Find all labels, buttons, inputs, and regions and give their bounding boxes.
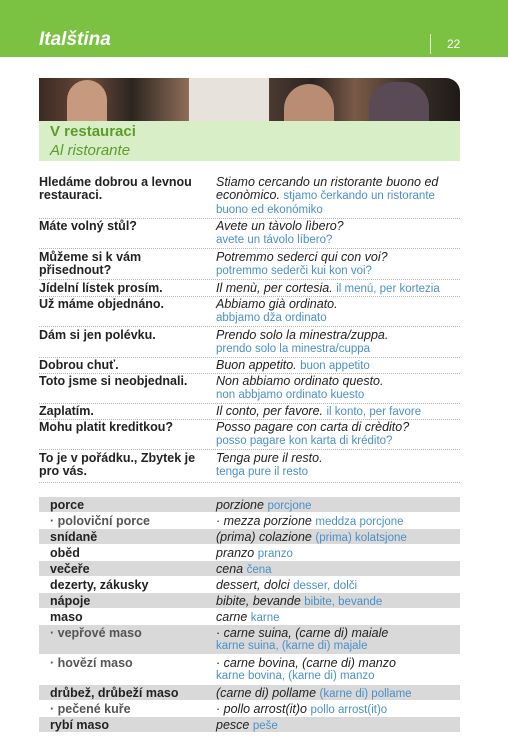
vocab-row bbox=[39, 701, 460, 716]
phrase-cz: Dám si jen polévku. bbox=[39, 328, 156, 342]
phrase-it: Posso pagare con carta di crèdito? bbox=[216, 420, 410, 434]
vocab-translation bbox=[216, 610, 280, 624]
vocab-translation bbox=[216, 686, 412, 700]
vocab-pron: desser, dolči bbox=[293, 580, 358, 592]
photo-figure bbox=[67, 80, 107, 121]
vocab-it: · carne bovina, (carne di) manzo bbox=[216, 656, 396, 670]
phrase-row bbox=[39, 329, 460, 358]
vocab-cz: · vepřové maso bbox=[50, 626, 142, 640]
vocab-cz: rybí maso bbox=[50, 718, 110, 732]
vocab-row bbox=[39, 593, 460, 608]
phrase-pron: non abbjamo ordinato kuesto bbox=[216, 389, 365, 401]
phrase-translation bbox=[216, 452, 460, 479]
phrase-pron: abbjamo dža ordinato bbox=[216, 312, 327, 324]
vocab-row bbox=[39, 529, 460, 544]
phrase-pron: avete un távolo líbero? bbox=[216, 234, 333, 246]
vocab-pron: karne bbox=[250, 612, 280, 624]
phrase-cz: Dobrou chuť. bbox=[39, 358, 119, 372]
vocab-row bbox=[39, 561, 460, 576]
phrase-cz: Jídelní lístek prosím. bbox=[39, 281, 163, 295]
vocab-pron: meddza porcjone bbox=[315, 516, 404, 528]
phrase-it: Stiamo cercando un ristorante buono ed econòmico. bbox=[216, 175, 439, 202]
vocab-translation bbox=[216, 562, 272, 576]
vocab-translation bbox=[216, 546, 293, 560]
phrase-row bbox=[39, 298, 460, 327]
phrase-cz: Máte volný stůl? bbox=[39, 219, 137, 233]
section-title-it: Al ristorante bbox=[50, 142, 131, 159]
vocab-pron: (karne di) pollame bbox=[319, 688, 412, 700]
header-divider bbox=[430, 34, 431, 54]
phrase-pron: stjamo čerkando un ristorante buono ed ekonómiko bbox=[216, 190, 435, 216]
vocab-it: bibite, bevande bbox=[216, 594, 301, 608]
vocab-cz: porce bbox=[50, 498, 85, 512]
phrase-it: Potremmo sederci qui con voi? bbox=[216, 250, 388, 264]
vocab-it: (carne di) pollame bbox=[216, 686, 317, 700]
vocab-row bbox=[39, 685, 460, 700]
phrase-cz: Toto jsme si neobjednali. bbox=[39, 374, 188, 388]
vocab-row bbox=[39, 609, 460, 624]
phrase-row bbox=[39, 176, 460, 219]
vocab-it: dessert, dolci bbox=[216, 578, 290, 592]
vocab-cz: dezerty, zákusky bbox=[50, 578, 149, 592]
phrase-pron: il konto, per favore bbox=[326, 406, 422, 418]
phrase-translation bbox=[216, 176, 460, 217]
phrase-row bbox=[39, 375, 460, 404]
vocab-pron: karne bovina, (karne di) manzo bbox=[216, 670, 375, 682]
vocab-it: · pollo arrost(it)o bbox=[216, 702, 307, 716]
phrase-cz: Můžeme si k vám přisednout? bbox=[39, 250, 142, 277]
vocab-cz: nápoje bbox=[50, 594, 91, 608]
phrase-translation bbox=[216, 375, 460, 402]
vocab-cz: · pečené kuře bbox=[50, 702, 131, 716]
vocab-it: pranzo bbox=[216, 546, 255, 560]
vocab-cz: · hovězí maso bbox=[50, 656, 133, 670]
phrase-row bbox=[39, 282, 460, 297]
vocab-row bbox=[39, 655, 460, 684]
phrase-it: Buon appetito. bbox=[216, 358, 297, 372]
vocab-cz: · poloviční porce bbox=[50, 514, 151, 528]
vocab-row bbox=[39, 577, 460, 592]
vocab-row bbox=[39, 717, 460, 732]
phrase-it: Il menù, per cortesia. bbox=[216, 281, 333, 295]
phrase-translation bbox=[216, 298, 460, 325]
phrase-row bbox=[39, 220, 460, 249]
vocab-pron: porcjone bbox=[267, 500, 312, 512]
section-title-cz: V restauraci bbox=[50, 123, 136, 140]
vocab-cz: maso bbox=[50, 610, 83, 624]
phrase-cz: Zaplatím. bbox=[39, 404, 94, 418]
photo-figure bbox=[369, 82, 429, 121]
vocab-row bbox=[39, 545, 460, 560]
vocab-pron: pollo arrost(it)o bbox=[310, 704, 388, 716]
vocab-pron: peše bbox=[252, 720, 278, 732]
phrase-pron: tenga pure il resto bbox=[216, 466, 309, 478]
vocab-translation bbox=[216, 514, 404, 528]
phrase-it: Non abbiamo ordinato questo. bbox=[216, 374, 384, 388]
photo-figure bbox=[189, 78, 269, 121]
vocab-translation bbox=[216, 626, 389, 652]
phrase-it: Prendo solo la minestra/zuppa. bbox=[216, 328, 389, 342]
vocab-cz: snídaně bbox=[50, 530, 98, 544]
phrase-translation bbox=[216, 251, 460, 278]
phrase-row bbox=[39, 251, 460, 280]
vocab-it: pesce bbox=[216, 718, 250, 732]
phrase-translation bbox=[216, 359, 460, 373]
vocab-row bbox=[39, 513, 460, 528]
phrase-it: Il conto, per favore. bbox=[216, 404, 324, 418]
vocab-translation bbox=[216, 530, 407, 544]
vocab-cz: oběd bbox=[50, 546, 80, 560]
phrase-row bbox=[39, 421, 460, 450]
vocab-it: · mezza porzione bbox=[216, 514, 312, 528]
phrase-cz: Už máme objednáno. bbox=[39, 297, 165, 311]
phrase-row bbox=[39, 405, 460, 420]
photo-figure bbox=[284, 84, 334, 121]
vocab-translation bbox=[216, 718, 278, 732]
phrase-pron: potremmo sederči kui kon voi? bbox=[216, 265, 372, 277]
vocab-it: · carne suina, (carne di) maiale bbox=[216, 626, 389, 640]
vocab-row bbox=[39, 497, 460, 512]
phrase-it: Avete un tàvolo lìbero? bbox=[216, 219, 344, 233]
vocab-cz: drůbež, drůbeží maso bbox=[50, 686, 179, 700]
phrase-cz: Mohu platit kreditkou? bbox=[39, 420, 174, 434]
vocab-pron: karne suina, (karne di) majale bbox=[216, 640, 368, 652]
vocab-it: porzione bbox=[216, 498, 264, 512]
vocab-cz: večeře bbox=[50, 562, 90, 576]
vocab-translation bbox=[216, 702, 387, 716]
vocab-it: (prima) colazione bbox=[216, 530, 312, 544]
phrase-cz: To je v pořádku., Zbytek je pro vás. bbox=[39, 451, 196, 478]
phrase-translation bbox=[216, 329, 460, 356]
vocab-translation bbox=[216, 498, 312, 512]
phrase-cz: Hledáme dobrou a levnou restauraci. bbox=[39, 175, 192, 202]
phrase-translation bbox=[216, 405, 460, 419]
vocab-translation bbox=[216, 578, 357, 592]
phrase-pron: buon appetito bbox=[300, 360, 370, 372]
section-header bbox=[39, 121, 460, 161]
restaurant-photo bbox=[39, 78, 460, 121]
vocab-row bbox=[39, 625, 460, 654]
header-bar bbox=[0, 0, 508, 57]
phrase-row bbox=[39, 359, 460, 374]
phrase-it: Abbiamo già ordinato. bbox=[216, 297, 338, 311]
phrase-pron: prendo solo la minestra/cuppa bbox=[216, 343, 371, 355]
language-title: Italština bbox=[39, 29, 111, 50]
phrase-translation bbox=[216, 421, 460, 448]
phrase-pron: il menú, per kortezia bbox=[336, 283, 440, 295]
vocab-pron: čena bbox=[246, 564, 272, 576]
page-number: 22 bbox=[447, 37, 461, 51]
vocab-translation bbox=[216, 594, 382, 608]
vocab-pron: (prima) kolatsjone bbox=[315, 532, 407, 544]
vocab-translation bbox=[216, 656, 396, 682]
vocab-it: cena bbox=[216, 562, 244, 576]
phrase-pron: posso pagare kon karta di krédito? bbox=[216, 435, 393, 447]
phrase-row bbox=[39, 452, 460, 483]
phrase-it: Tenga pure il resto. bbox=[216, 451, 323, 465]
vocab-it: carne bbox=[216, 610, 248, 624]
phrase-translation bbox=[216, 220, 460, 247]
vocab-pron: bibite, bevande bbox=[304, 596, 383, 608]
vocab-pron: pranzo bbox=[257, 548, 293, 560]
phrase-translation bbox=[216, 282, 460, 296]
